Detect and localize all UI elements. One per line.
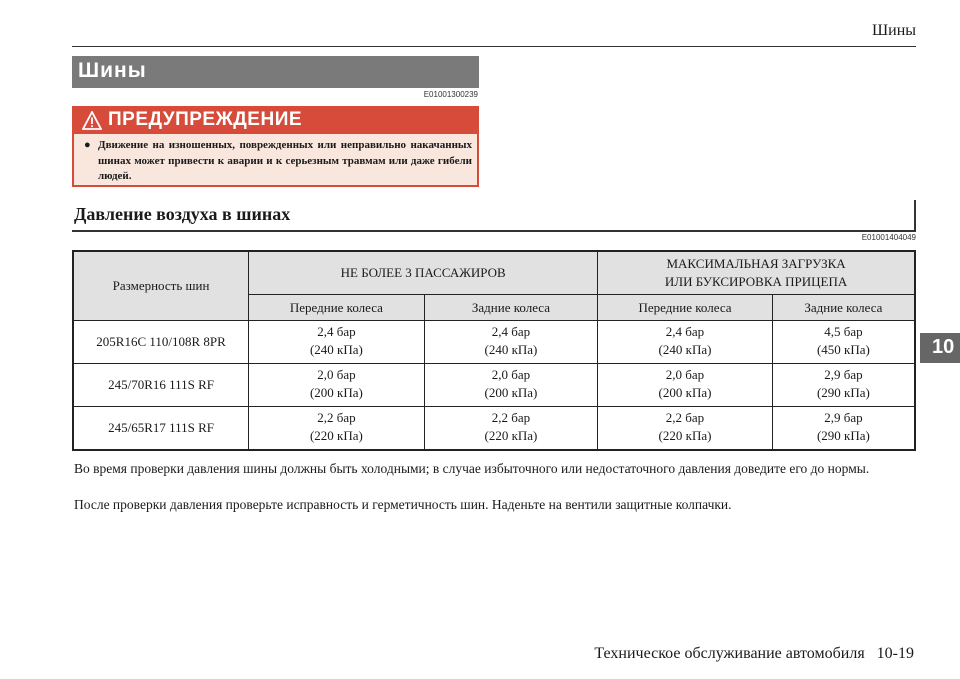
pressure-cell: 2,0 бар (200 кПа) xyxy=(598,364,773,407)
body-paragraph-valve-caps: После проверки давления проверьте исправность и герметичность шин. Наденьте на вентили защитные колпачки. xyxy=(74,497,732,512)
sub-header: Передние колеса xyxy=(249,295,425,321)
group-normal-header: НЕ БОЛЕЕ 3 ПАССАЖИРОВ xyxy=(249,251,598,295)
subsection-code: E01001404049 xyxy=(861,233,916,242)
tire-size-cell: 245/70R16 111S RF xyxy=(73,364,249,407)
pressure-cell: 2,0 бар (200 кПа) xyxy=(424,364,598,407)
chapter-tab xyxy=(920,333,960,363)
size-header: Размерность шин xyxy=(73,251,249,321)
table-row xyxy=(73,407,915,451)
footer-chapter-title: Техническое обслуживание автомобиля xyxy=(594,645,865,662)
bullet-icon: ● xyxy=(84,139,91,151)
pressure-cell: 4,5 бар (450 кПа) xyxy=(772,321,915,364)
warning-text: Движение на изношенных, поврежденных или неправильно накачанных шинах может привести к аварии и к серьезным травмам или даже гибели людей. xyxy=(98,139,472,182)
pressure-cell: 2,2 бар (220 кПа) xyxy=(598,407,773,451)
group-max-header xyxy=(598,251,915,295)
sub-header: Передние колеса xyxy=(598,295,773,321)
sub-header: Задние колеса xyxy=(772,295,915,321)
table-row xyxy=(73,364,915,407)
subsection-heading xyxy=(72,200,916,232)
warning-header xyxy=(74,108,477,134)
tire-size-cell: 205R16C 110/108R 8PR xyxy=(73,321,249,364)
chapter-number: 10 xyxy=(932,336,955,358)
tire-size-cell: 245/65R17 111S RF xyxy=(73,407,249,451)
warning-box xyxy=(72,106,479,187)
pressure-cell: 2,2 бар (220 кПа) xyxy=(424,407,598,451)
header-rule xyxy=(72,46,916,47)
warning-text-block xyxy=(84,138,472,185)
page-header-title: Шины xyxy=(871,22,916,39)
tire-pressure-table xyxy=(72,250,916,451)
subsection-title: Давление воздуха в шинах xyxy=(74,204,291,224)
pressure-cell: 2,4 бар (240 кПа) xyxy=(424,321,598,364)
section-banner xyxy=(72,56,479,88)
page-number: 10-19 xyxy=(876,645,914,662)
warning-title: ПРЕДУПРЕЖДЕНИЕ xyxy=(108,109,303,130)
pressure-cell: 2,4 бар (240 кПа) xyxy=(598,321,773,364)
section-code: E01001300239 xyxy=(423,90,478,99)
body-paragraph-cold-tires: Во время проверки давления шины должны быть холодными; в случае избыточного или недостаточного давления доведите его до нормы. xyxy=(74,461,870,476)
pressure-cell: 2,9 бар (290 кПа) xyxy=(772,407,915,451)
group-max-line2: ИЛИ БУКСИРОВКА ПРИЦЕПА xyxy=(664,274,848,289)
section-title: Шины xyxy=(78,59,147,82)
warning-triangle-icon xyxy=(82,111,102,131)
pressure-cell: 2,2 бар (220 кПа) xyxy=(249,407,425,451)
group-max-line1: МАКСИМАЛЬНАЯ ЗАГРУЗКА xyxy=(666,256,846,271)
pressure-cell: 2,0 бар (200 кПа) xyxy=(249,364,425,407)
table-row xyxy=(73,321,915,364)
page-footer xyxy=(594,645,914,663)
sub-header: Задние колеса xyxy=(424,295,598,321)
pressure-cell: 2,4 бар (240 кПа) xyxy=(249,321,425,364)
pressure-cell: 2,9 бар (290 кПа) xyxy=(772,364,915,407)
